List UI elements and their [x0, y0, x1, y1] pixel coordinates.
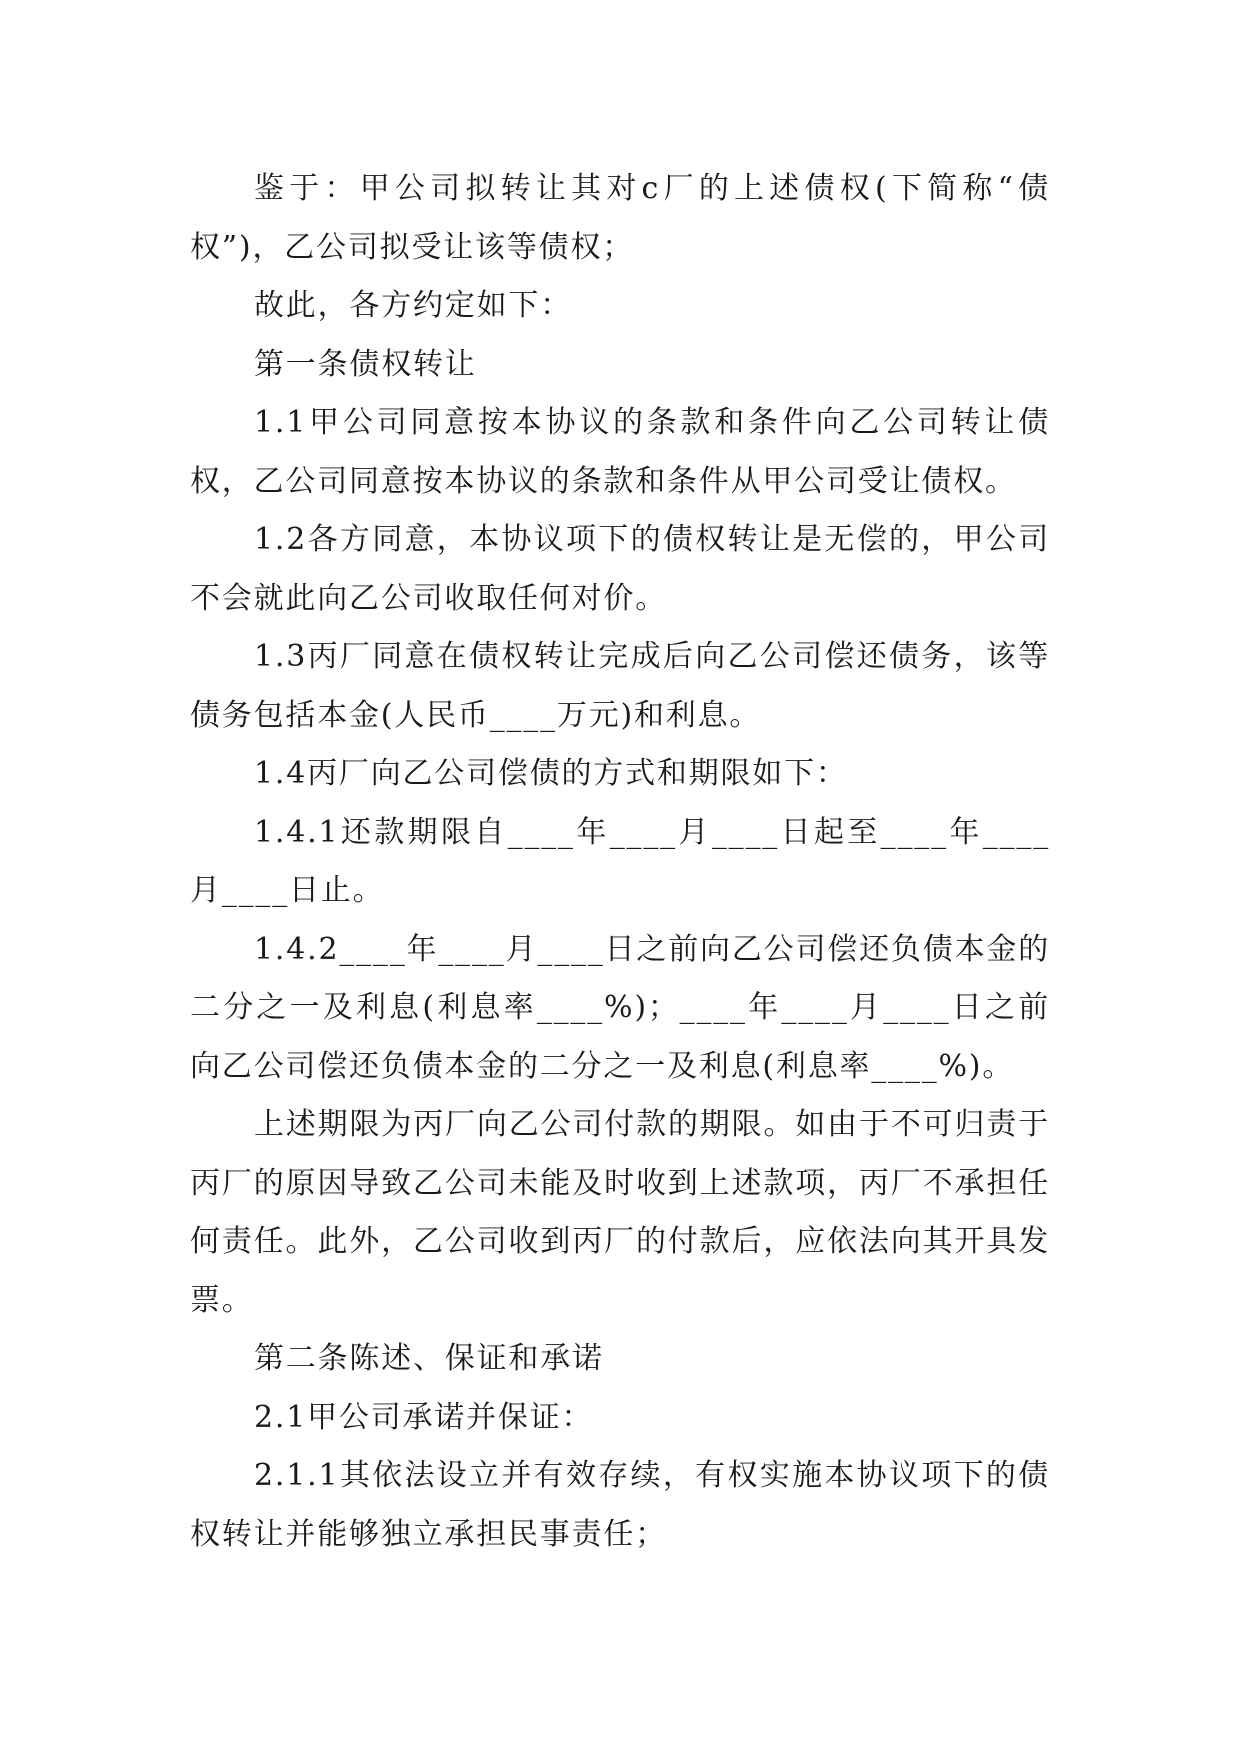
clause-1-4: 1.4丙厂向乙公司偿债的方式和期限如下：: [254, 756, 848, 791]
clause-1-4-1: 1.4.1还款期限自____年____月____日起至____年____月____日止。: [190, 814, 1050, 908]
clause-1-4-2: 1.4.2____年____月____日之前向乙公司偿还负债本金的二分之一及利息(利息率____%)；____年____月____日之前向乙公司偿还负债本金的二分之一及利息(利息率____%)。: [190, 931, 1050, 1084]
paragraph-agreement-intro: 故此，各方约定如下：: [254, 288, 572, 323]
heading-article-2: 第二条陈述、保证和承诺: [254, 1341, 604, 1376]
clause-1-2: 1.2各方同意，本协议项下的债权转让是无偿的，甲公司不会就此向乙公司收取任何对价。: [190, 522, 1050, 616]
clause-2-1-1: 2.1.1其依法设立并有效存续，有权实施本协议项下的债权转让并能够独立承担民事责任；: [190, 1458, 1050, 1552]
document-body: [190, 160, 1050, 1564]
clause-2-1: 2.1甲公司承诺并保证：: [254, 1399, 594, 1435]
clause-1-3: 1.3丙厂同意在债权转让完成后向乙公司偿还债务，该等债务包括本金(人民币____万元)和利息。: [190, 639, 1050, 733]
paragraph-payment-terms: 上述期限为丙厂向乙公司付款的期限。如由于不可归责于丙厂的原因导致乙公司未能及时收到上述款项，丙厂不承担任何责任。此外，乙公司收到丙厂的付款后，应依法向其开具发票。: [190, 1107, 1050, 1318]
heading-article-1: 第一条债权转让: [254, 346, 477, 382]
clause-1-1: 1.1甲公司同意按本协议的条款和条件向乙公司转让债权，乙公司同意按本协议的条款和条件从甲公司受让债权。: [190, 405, 1050, 499]
paragraph-recital: 鉴于：甲公司拟转让其对c厂的上述债权(下简称“债权”)，乙公司拟受让该等债权；: [190, 171, 1050, 265]
